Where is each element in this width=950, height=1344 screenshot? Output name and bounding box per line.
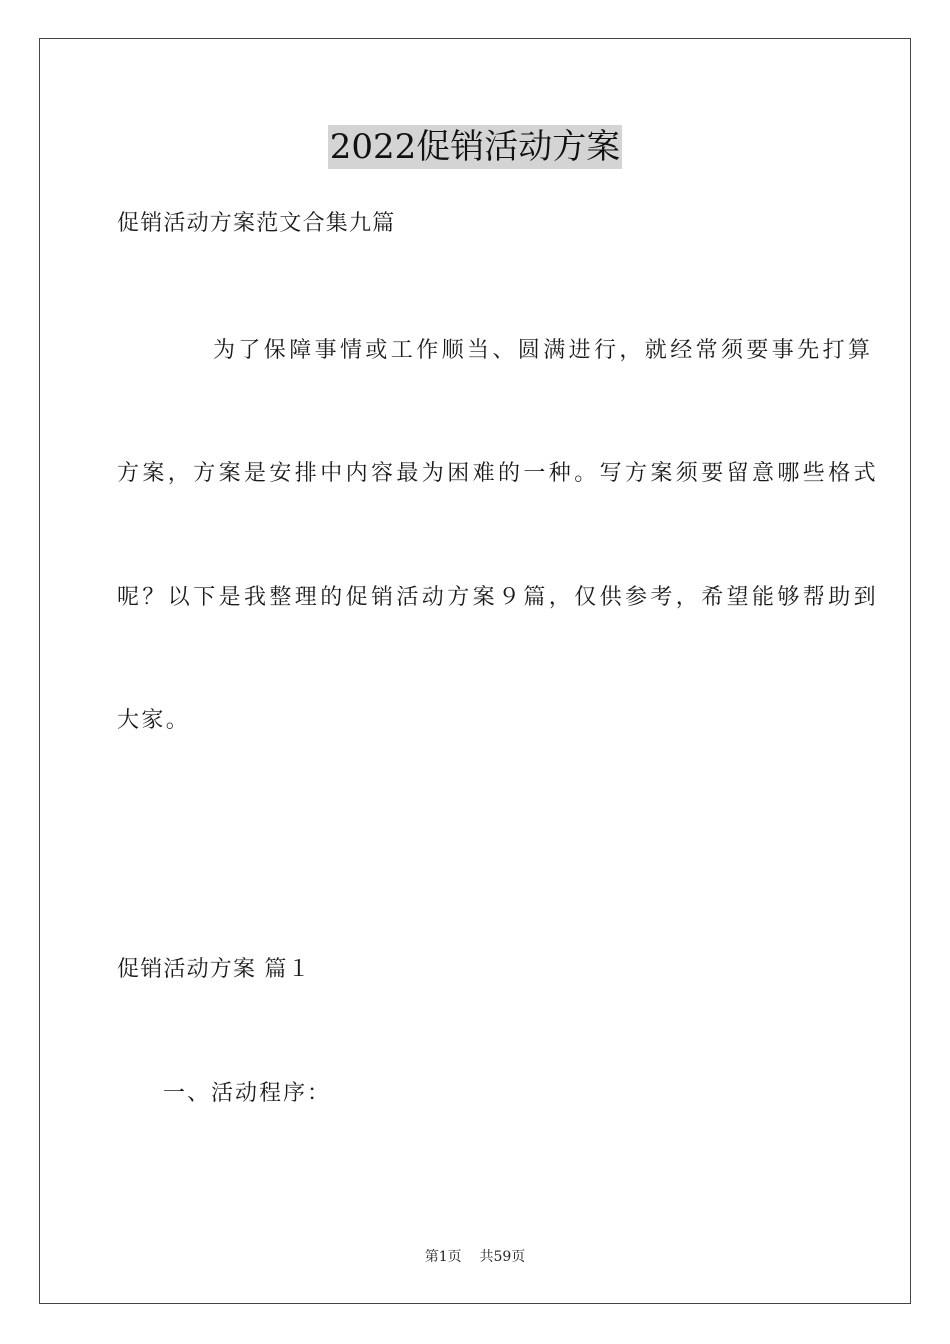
document-subtitle: 促销活动方案范文合集九篇 — [117, 211, 396, 236]
total-pages: 共59页 — [479, 1249, 526, 1265]
document-title: 2022促销活动方案 — [329, 127, 621, 167]
paragraph-line-4: 大家。 — [117, 708, 191, 733]
section-heading: 促销活动方案 篇１ — [117, 957, 311, 982]
page-footer — [0, 1247, 950, 1267]
title-container — [0, 125, 950, 169]
page-number: 第1页 — [424, 1249, 462, 1265]
paragraph-line-3: 呢？以下是我整理的促销活动方案９篇，仅供参考，希望能够帮助到 — [117, 585, 880, 610]
paragraph-line-1: 为了保障事情或工作顺当、圆满进行，就经常须要事先打算 — [213, 338, 874, 363]
item-heading: 一、活动程序： — [163, 1081, 332, 1106]
paragraph-line-2: 方案，方案是安排中内容最为困难的一种。写方案须要留意哪些格式 — [117, 461, 880, 486]
